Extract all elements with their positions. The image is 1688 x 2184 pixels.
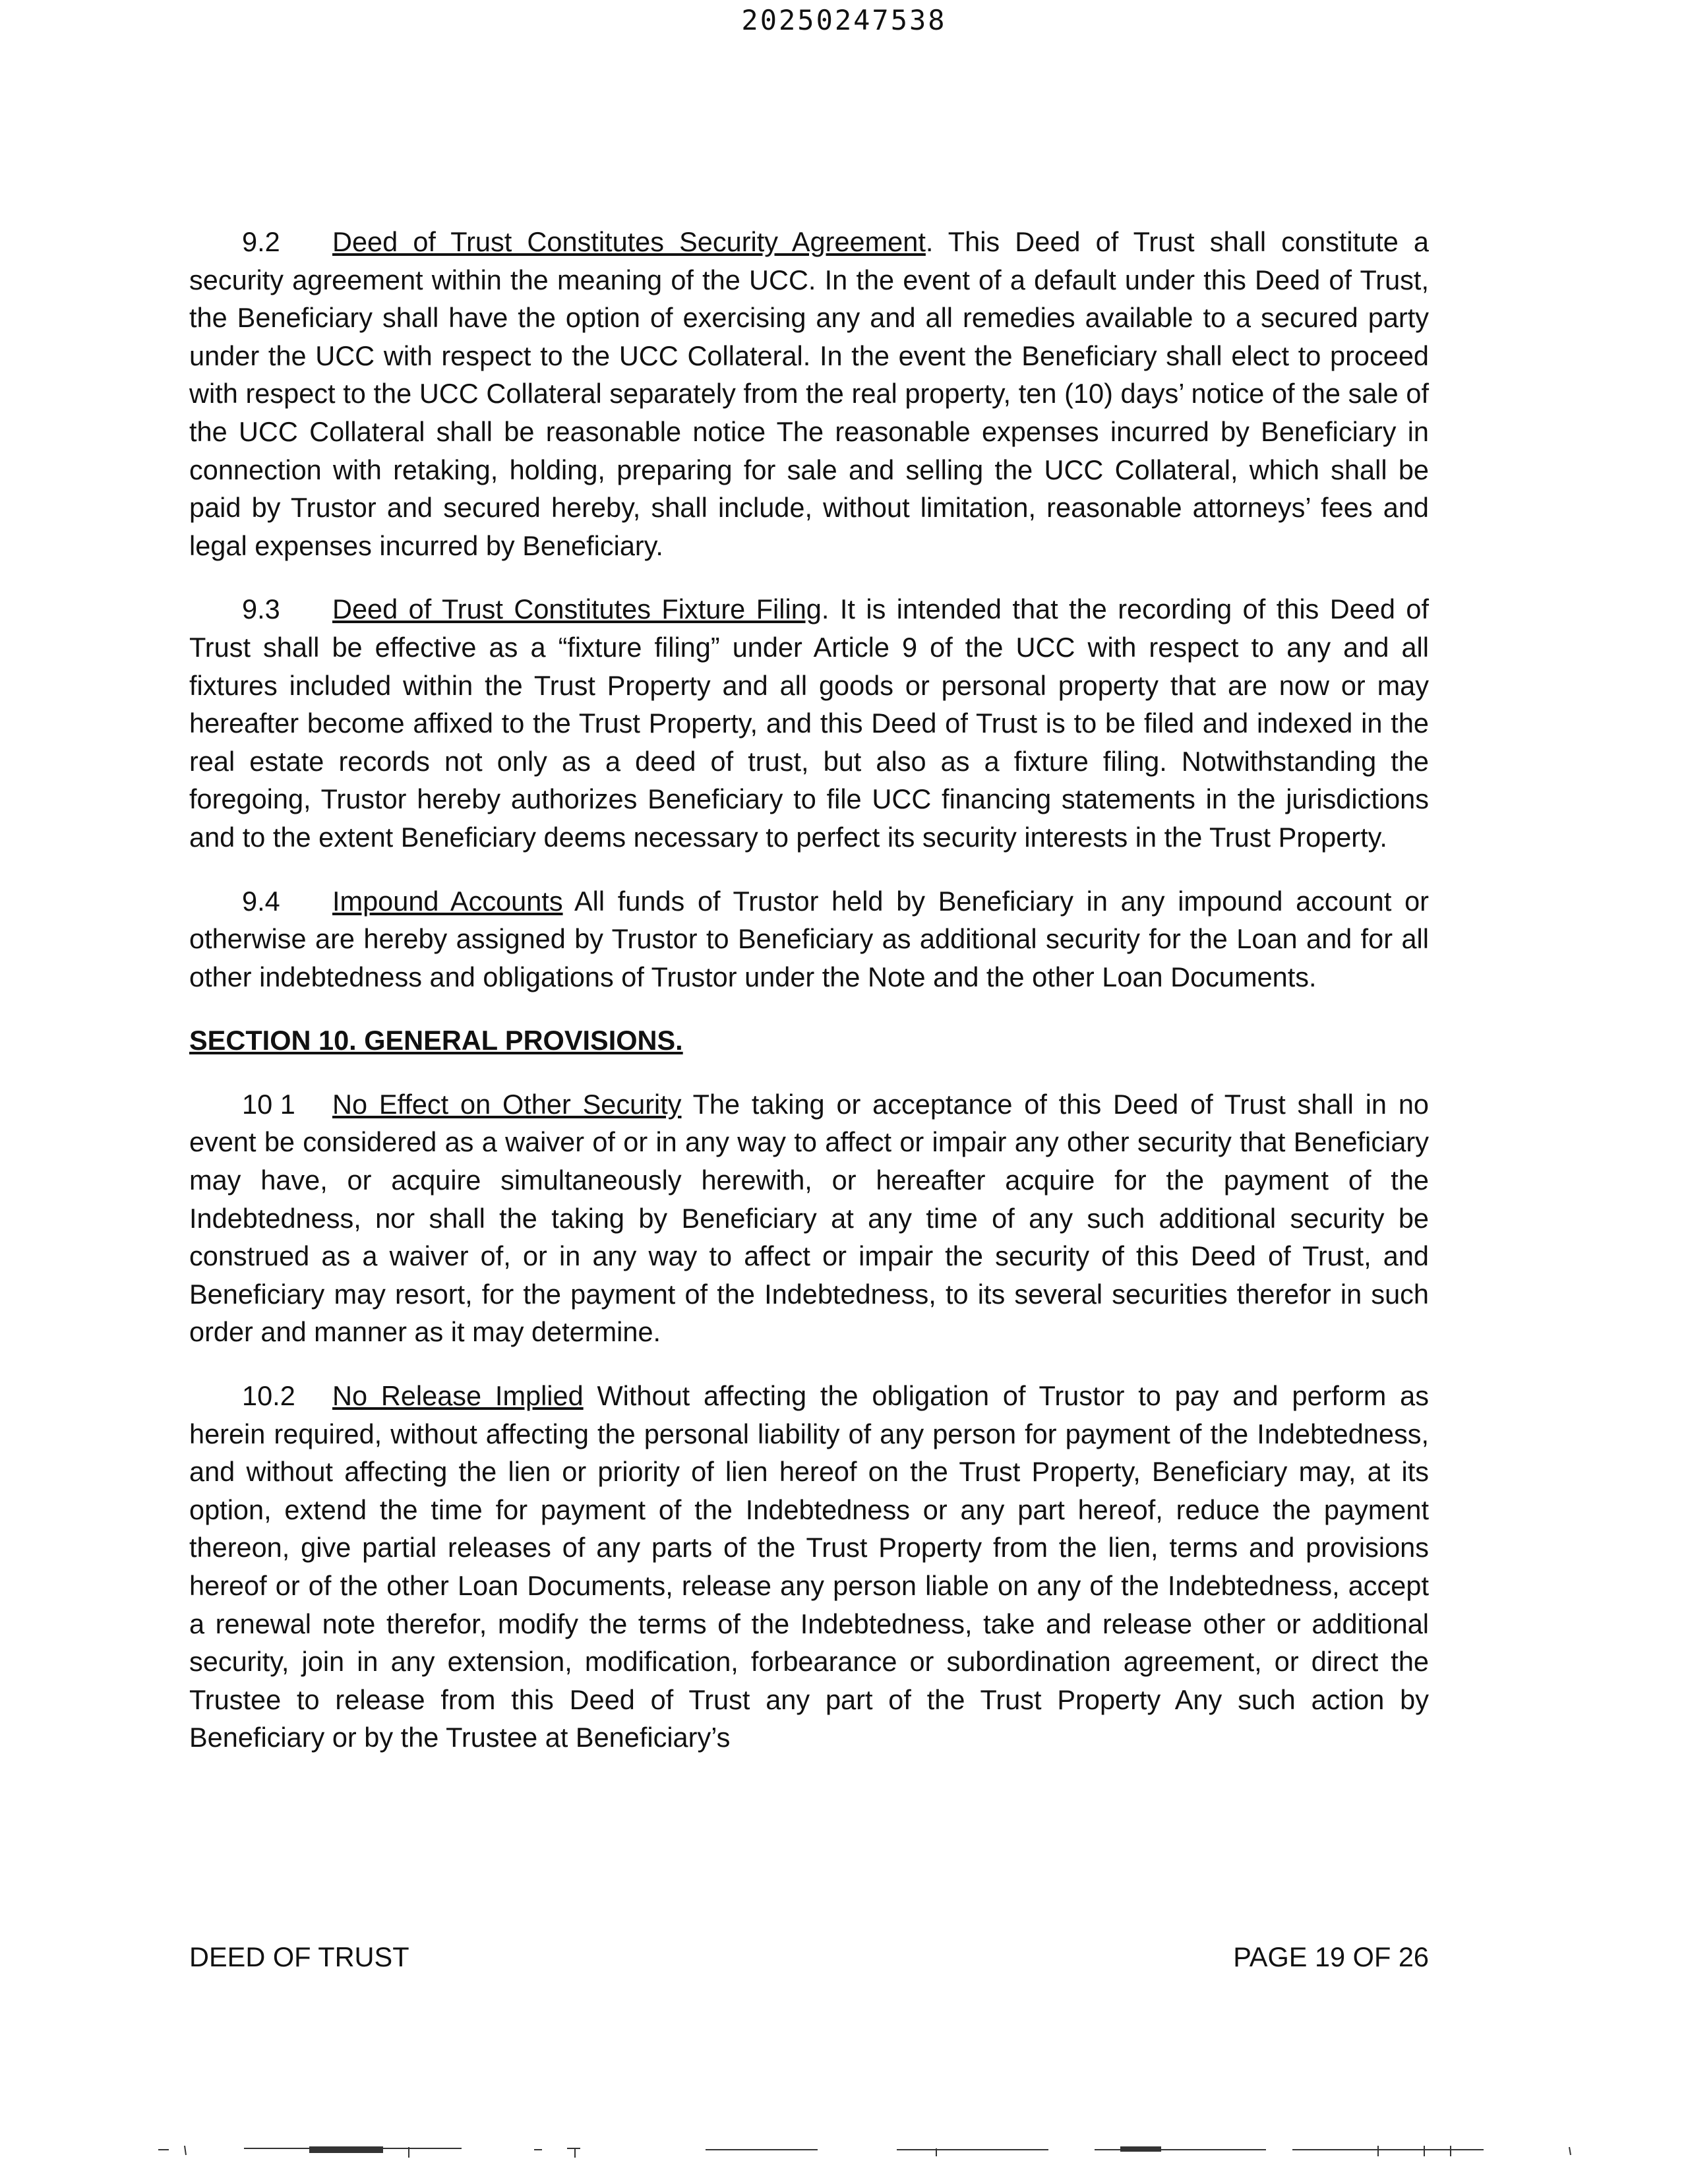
paragraph-number: 10.2 bbox=[242, 1380, 295, 1412]
footer-document-title: DEED OF TRUST bbox=[189, 1941, 409, 1972]
paragraph-body: All funds of Trustor held by Beneficiary in any impound account or otherwise are hereby assigned by Trustor to Beneficiary as additional security for the Loan and for all other indebtedness and obligations of Trustor under the Note and the other Loan Documents. bbox=[189, 885, 1429, 992]
paragraph-body: The taking or acceptance of this Deed of Trust shall in no event be considered as a waiver of or in any way to affect or impair any other security that Beneficiary may have, or acquire simultaneously herewith, or hereafter acquire for the payment of the Indebtedness, nor shall the taking by Beneficiary at any time of any such additional security be construed as a waiver of, or in any way to affect or impair the security of this Deed of Trust, and Beneficiary may resort, for the payment of the Indebtedness, to its several securities therefor in such order and manner as it may determine. bbox=[189, 1088, 1429, 1348]
paragraph-number: 9.4 bbox=[242, 885, 280, 917]
document-body bbox=[189, 223, 1429, 1782]
paragraph-heading: Impound Accounts bbox=[332, 885, 563, 917]
paragraph-heading: No Release Implied bbox=[332, 1380, 584, 1412]
page-footer bbox=[189, 1940, 1429, 1974]
heading-punctuation: . bbox=[821, 593, 829, 625]
document-number: 20250247538 bbox=[741, 4, 947, 36]
paragraph-10-2 bbox=[189, 1377, 1429, 1757]
section-10-heading: SECTION 10. GENERAL PROVISIONS. bbox=[189, 1025, 683, 1056]
heading-punctuation: . bbox=[925, 226, 934, 257]
paragraph-heading: Deed of Trust Constitutes Fixture Filing bbox=[332, 593, 822, 625]
paragraph-9-2 bbox=[189, 223, 1429, 564]
paragraph-body: This Deed of Trust shall constitute a security agreement within the meaning of the UCC. In the event of a default under this Deed of Trust, the Beneficiary shall have the option of exercising any and all remedies available to a secured party under the UCC with respect to the UCC Collateral. In the event the Beneficiary shall elect to proceed with respect to the UCC Collateral separately from the real property, ten (10) days’ notice of the sale of the UCC Collateral shall be reasonable notice The reasonable expenses incurred by Beneficiary in connection with retaking, holding, preparing for sale and selling the UCC Collateral, which shall be paid by Trustor and secured hereby, shall include, without limitation, reasonable attorneys’ fees and legal expenses incurred by Beneficiary. bbox=[189, 226, 1430, 561]
paragraph-number: 9.3 bbox=[242, 593, 280, 625]
scan-noise-artifacts bbox=[0, 2137, 1688, 2163]
footer-page-number: PAGE 19 OF 26 bbox=[1233, 1941, 1429, 1972]
paragraph-body: Without affecting the obligation of Trustor to pay and perform as herein required, without affecting the personal liability of any person for payment of the Indebtedness, and without affecting the lien or priority of lien hereof on the Trust Property, Beneficiary may, at its option, extend the time for payment of the Indebtedness or any part hereof, reduce the payment thereon, give partial releases of any parts of the Trust Property from the lien, terms and provisions hereof or of the other Loan Documents, release any person liable on any of the Indebtedness, accept a renewal note therefor, modify the terms of the Indebtedness, take and release other or additional security, join in any extension, modification, forbearance or subordination agreement, or direct the Trustee to release from this Deed of Trust any part of the Trust Property Any such action by Beneficiary or by the Trustee at Beneficiary’s bbox=[189, 1380, 1430, 1753]
paragraph-number: 10 1 bbox=[242, 1088, 295, 1120]
paragraph-9-3 bbox=[189, 590, 1429, 856]
paragraph-10-1 bbox=[189, 1085, 1429, 1351]
paragraph-heading: Deed of Trust Constitutes Security Agreement bbox=[332, 226, 926, 257]
paragraph-body: It is intended that the recording of this Deed of Trust shall be effective as a “fixture filing” under Article 9 of the UCC with respect to any and all fixtures included within the Trust Property and all goods or personal property that are now or may hereafter become affixed to the Trust Property, and this Deed of Trust is to be filed and indexed in the real estate records not only as a deed of trust, but also as a fixture filing. Notwithstanding the foregoing, Trustor hereby authorizes Beneficiary to file UCC financing statements in the jurisdictions and to the extent Beneficiary deems necessary to perfect its security interests in the Trust Property. bbox=[189, 593, 1429, 853]
paragraph-number: 9.2 bbox=[242, 226, 280, 257]
paragraph-9-4 bbox=[189, 882, 1429, 996]
paragraph-heading: No Effect on Other Security bbox=[332, 1088, 682, 1120]
